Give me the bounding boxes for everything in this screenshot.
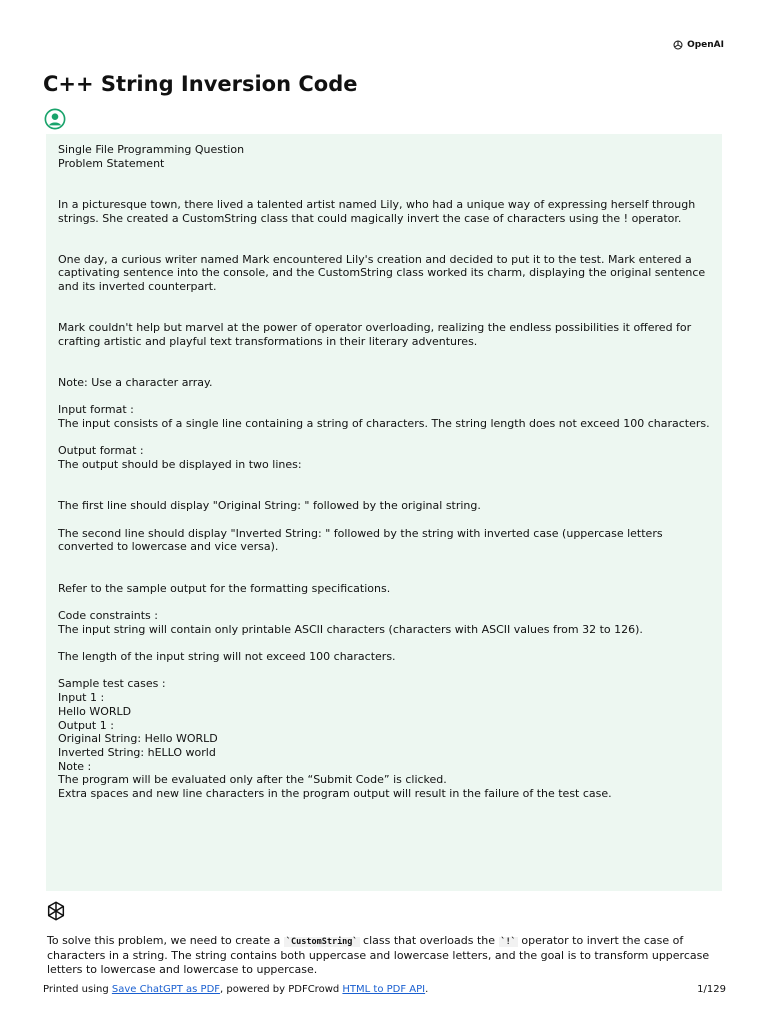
prompt-line: Input format : (58, 403, 134, 417)
answer-code-operator: `!` (500, 937, 516, 947)
prompt-line: Original String: Hello WORLD (58, 732, 218, 746)
brand-name: OpenAI (687, 40, 724, 50)
prompt-line: Refer to the sample output for the formatting specifications. (58, 581, 391, 595)
prompt-line: The program will be evaluated only after the “Submit Code” is clicked. (58, 773, 447, 787)
prompt-line (58, 349, 710, 363)
prompt-line: The input consists of a single line containing a string of characters. The string length does not exceed 100 characters. (58, 417, 710, 431)
prompt-line: The length of the input string will not exceed 100 characters. (58, 650, 396, 664)
prompt-line: The second line should display "Inverted String: " followed by the string with inverted case (uppercase letters converted to lowercase and vice versa). (58, 526, 667, 554)
prompt-line: Note : (58, 759, 92, 773)
prompt-line (58, 362, 710, 376)
prompt-line (58, 225, 710, 239)
prompt-line (58, 595, 710, 609)
prompt-line: The input string will contain only printable ASCII characters (characters with ASCII values from 32 to 126). (58, 622, 643, 636)
chatgpt-logo-icon (45, 900, 67, 922)
page-title: C++ String Inversion Code (43, 72, 358, 96)
prompt-line (58, 568, 710, 582)
prompt-line (58, 431, 710, 445)
prompt-line: Mark couldn't help but marvel at the power of operator overloading, realizing the endless possibilities it offered for crafting artistic and playful text transformations in their literary adventures. (58, 321, 695, 348)
footer-credits: Printed using Save ChatGPT as PDF, powered by PDFCrowd HTML to PDF API. (43, 984, 429, 995)
prompt-line (58, 664, 710, 678)
prompt-line: Hello WORLD (58, 704, 132, 718)
prompt-line (58, 636, 710, 650)
prompt-line: In a picturesque town, there lived a talented artist named Lily, who had a unique way of expressing herself through strings. She created a CustomString class that could magically invert the case of characters using the ! operator. (58, 197, 699, 225)
prompt-line: The first line should display "Original String: " followed by the original string. (58, 499, 481, 513)
prompt-line: Output format : (58, 444, 144, 458)
prompt-line: The output should be displayed in two lines: (58, 458, 302, 472)
answer-text-3: operator to invert the case of characters in a string. The string contains both uppercase and lowercase letters, and the goal is to transform uppercase letters to lowercase and lowercase to uppercase. (47, 934, 710, 977)
prompt-line: Inverted String: hELLO world (58, 745, 216, 759)
prompt-line: Input 1 : (58, 691, 105, 705)
answer-text-2: class that overloads the (359, 934, 499, 947)
prompt-line: Single File Programming Question (58, 143, 245, 156)
openai-logo-icon (672, 39, 684, 51)
prompt-line: Output 1 : (58, 718, 114, 732)
prompt-line (58, 294, 710, 308)
prompt-line (58, 184, 710, 198)
user-avatar-icon (44, 108, 66, 130)
prompt-line (58, 554, 710, 568)
prompt-line: Problem Statement (58, 156, 165, 170)
assistant-response (47, 934, 717, 978)
prompt-line (58, 239, 710, 253)
html-to-pdf-api-link[interactable]: HTML to PDF API (342, 984, 426, 995)
footer (43, 984, 726, 995)
prompt-line (58, 486, 710, 500)
prompt-line: Sample test cases : (58, 677, 166, 691)
prompt-line: Extra spaces and new line characters in the program output will result in the failure of the test case. (58, 787, 612, 801)
prompt-line: One day, a curious writer named Mark encountered Lily's creation and decided to put it to the test. Mark entered a captivating sentence into the console, and the CustomString class worked its charm, displaying the original sentence and its inverted counterpart. (58, 252, 709, 294)
prompt-line: Note: Use a character array. (58, 375, 213, 389)
answer-text-1: To solve this problem, we need to create a (47, 934, 284, 947)
brand (672, 39, 724, 51)
save-chatgpt-pdf-link[interactable]: Save ChatGPT as PDF (111, 984, 221, 995)
user-prompt-message (46, 134, 722, 891)
prompt-line (58, 390, 710, 404)
answer-code-customstring: `CustomString` (285, 937, 358, 947)
prompt-line (58, 513, 710, 527)
prompt-line: Code constraints : (58, 608, 158, 622)
prompt-line (58, 170, 710, 184)
prompt-line (58, 307, 710, 321)
prompt-line (58, 472, 710, 486)
page-number: 1/129 (697, 984, 726, 995)
